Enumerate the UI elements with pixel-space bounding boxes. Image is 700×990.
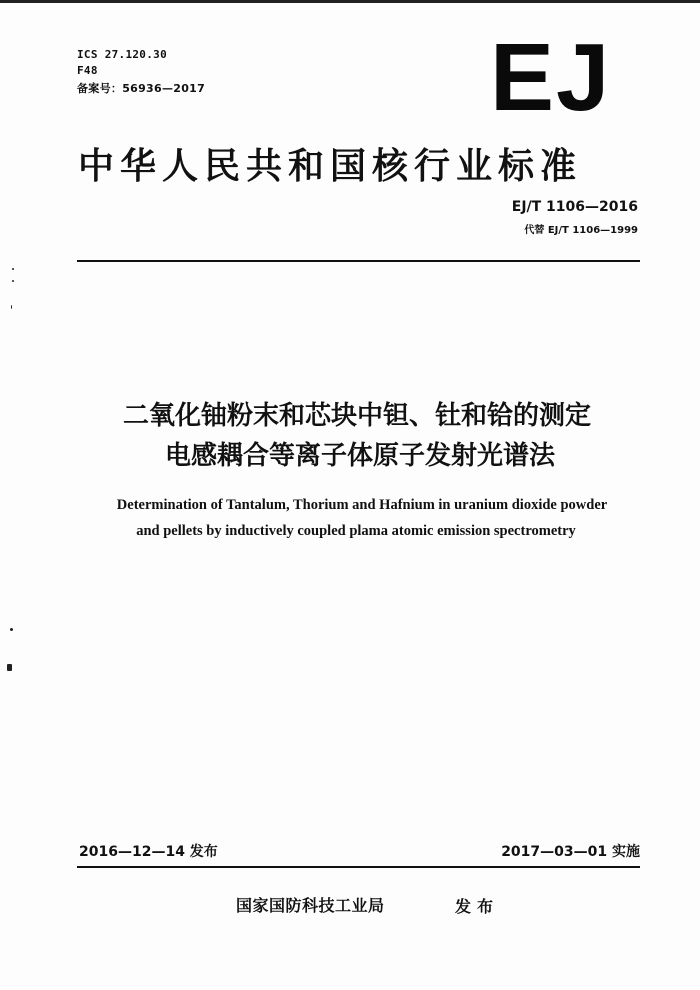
scan-speck [10,628,13,631]
standard-number: EJ/T 1106—2016 [511,199,638,215]
chinese-title-line-2: 电感耦合等离子体原子发射光谱法 [164,441,555,471]
industry-standard-title: 中华人民共和国核行业标准 [78,146,583,187]
scan-speck [7,664,12,671]
record-number: 备案号：56936—2017 [77,82,206,95]
issue-label: 发布 [455,897,500,916]
scan-speck [12,268,14,270]
classification-code: F48 [77,64,98,77]
footer-divider [77,866,640,868]
ics-code: ICS 27.120.30 [77,48,167,61]
replaces-standard: 代替 EJ/T 1106—1999 [524,225,638,236]
publish-date: 2016—12—14 发布 [79,844,218,860]
english-title-line-2: and pellets by inductively coupled plama atomic emission spectrometry [136,523,576,539]
header-divider [77,260,640,262]
top-edge-bar [0,0,700,3]
english-title-line-1: Determination of Tantalum, Thorium and Hafnium in uranium dioxide powder [116,497,608,513]
implement-date: 2017—03—01 实施 [501,844,640,860]
issuing-authority: 国家国防科技工业局 [236,896,385,915]
scan-speck [11,305,12,309]
ej-logo: EJ [490,24,612,131]
chinese-title-line-1: 二氧化铀粉末和芯块中钽、钍和铪的测定 [122,401,591,431]
scan-speck [12,280,14,282]
